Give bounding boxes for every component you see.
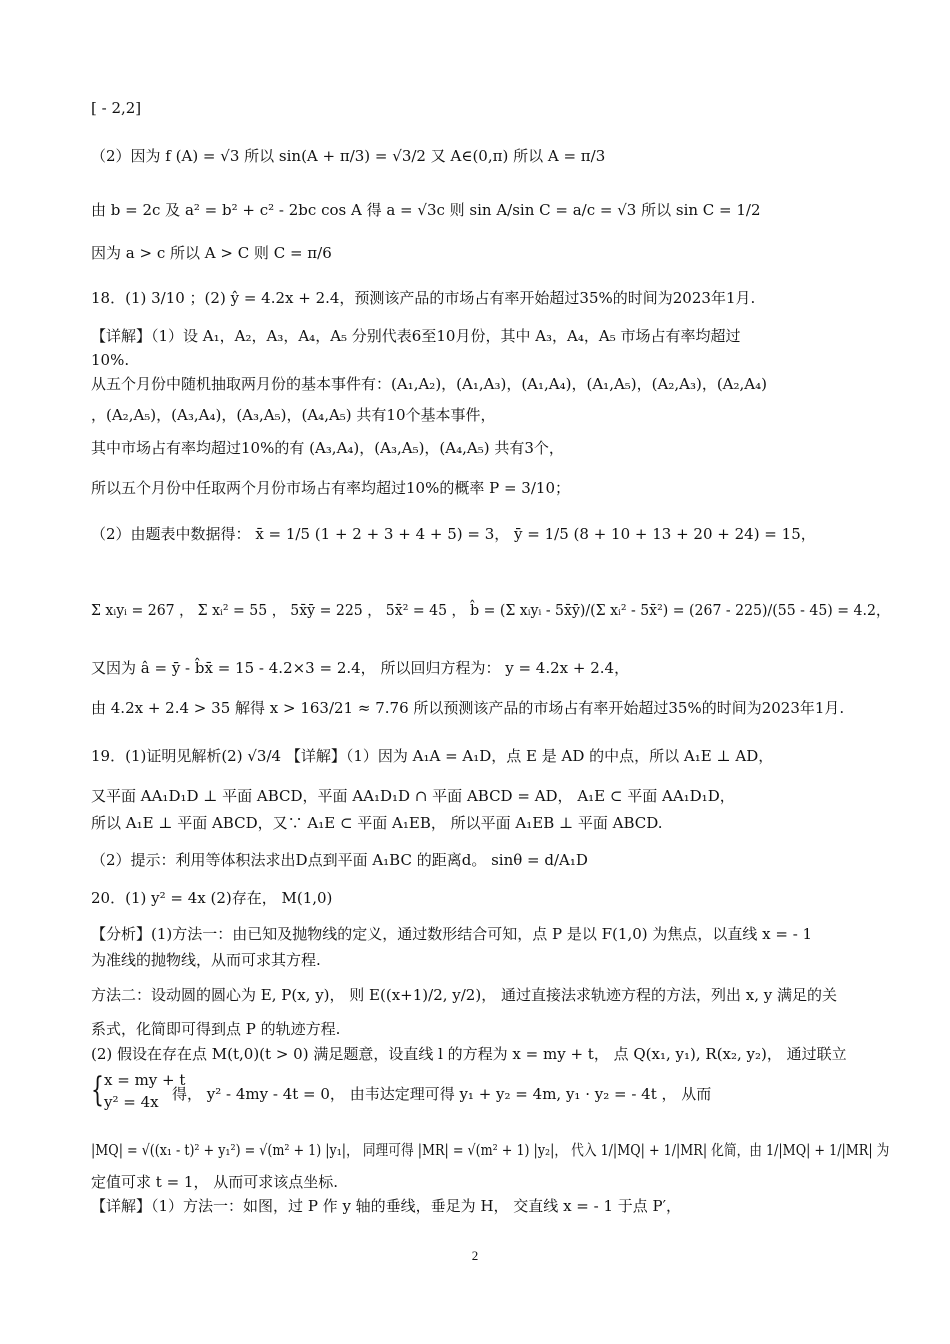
- page-number: 2: [471, 1248, 479, 1263]
- text-line-29: 【详解】（1）方法一：如图，过 P 作 y 轴的垂线，垂足为 H， 交直线 x = - 1 于点 P′，: [91, 1197, 682, 1215]
- system-equation-1: x = my + t: [104, 1071, 186, 1089]
- text-line-26: 得， y² - 4my - 4t = 0， 由韦达定理可得 y₁ + y₂ = 4m, y₁ · y₂ = - 4t ， 从而: [172, 1085, 712, 1103]
- text-line-17: 又平面 AA₁D₁D ⊥ 平面 ABCD，平面 AA₁D₁D ∩ 平面 ABCD = AD， A₁E ⊂ 平面 AA₁D₁D，: [91, 787, 735, 805]
- text-line-25: (2) 假设在存在点 M(t,0)(t > 0) 满足题意，设直线 l 的方程为 x = my + t， 点 Q(x₁, y₁), R(x₂, y₂)， 通过联立: [91, 1045, 847, 1063]
- system-equation-2: y² = 4x: [104, 1093, 159, 1111]
- text-line-11: 所以五个月份中任取两个月份市场占有率均超过10%的概率 P = 3/10；: [91, 479, 570, 497]
- text-line-13: Σ xᵢyᵢ = 267 ， Σ xᵢ² = 55 ， 5x̄ȳ = 225 ， 5x̄² = 45 ， b̂ = (Σ xᵢyᵢ - 5x̄ȳ)/(Σ xᵢ² - 5x̄²) = (267 - 225)/(55 - 45) = 4.2，: [91, 601, 891, 619]
- system-brace: {: [91, 1070, 104, 1110]
- text-line-19: （2）提示：利用等体积法求出D点到平面 A₁BC 的距离d。 sinθ = d/A₁D: [91, 851, 588, 869]
- text-line-8: 从五个月份中随机抽取两月份的基本事件有：(A₁,A₂)，(A₁,A₃)，(A₁,A₄)，(A₁,A₅)，(A₂,A₃)，(A₂,A₄): [91, 375, 767, 393]
- text-line-6: 【详解】（1）设 A₁，A₂，A₃，A₄，A₅ 分别代表6至10月份，其中 A₃，A₄，A₅ 市场占有率均超过: [91, 327, 741, 345]
- text-line-28: 定值可求 t = 1， 从而可求该点坐标.: [91, 1173, 338, 1191]
- text-line-24: 系式，化简即可得到点 P 的轨迹方程.: [91, 1020, 341, 1038]
- text-line-27: |MQ| = √((x₁ - t)² + y₁²) = √(m² + 1) |y₁|， 同理可得 |MR| = √(m² + 1) |y₂|， 代入 1/|MQ| + 1/|MR| 化简，由 1/|MQ| + 1/|MR| 为: [91, 1141, 890, 1159]
- text-line-14: 又因为 â = ȳ - b̂x̄ = 15 - 4.2×3 = 2.4， 所以回归方程为： y = 4.2x + 2.4，: [91, 659, 630, 677]
- text-line-15: 由 4.2x + 2.4 > 35 解得 x > 163/21 ≈ 7.76 所以预测该产品的市场占有率开始超过35%的时间为2023年1月.: [91, 699, 845, 717]
- text-line-20: 20．(1) y² = 4x (2)存在， M(1,0): [91, 889, 333, 907]
- text-line-7: 10%.: [91, 351, 130, 369]
- text-line-2: （2）因为 f (A) = √3 所以 sin(A + π/3) = √3/2 又 A∈(0,π) 所以 A = π/3: [91, 147, 606, 165]
- text-line-22: 为准线的抛物线，从而可求其方程.: [91, 951, 321, 969]
- text-line-3: 由 b = 2c 及 a² = b² + c² - 2bc cos A 得 a = √3c 则 sin A/sin C = a/c = √3 所以 sin C = 1/2: [91, 201, 761, 219]
- text-line-12: （2）由题表中数据得： x̄ = 1/5 (1 + 2 + 3 + 4 + 5) = 3， ȳ = 1/5 (8 + 10 + 13 + 20 + 24) = 15，: [91, 525, 816, 543]
- text-line-9: ，(A₂,A₅)，(A₃,A₄)，(A₃,A₅)，(A₄,A₅) 共有10个基本事件，: [91, 406, 496, 424]
- text-line-23: 方法二：设动圆的圆心为 E, P(x, y)， 则 E((x+1)/2, y/2)， 通过直接法求轨迹方程的方法，列出 x, y 满足的关: [91, 986, 837, 1004]
- text-line-4: 因为 a > c 所以 A > C 则 C = π/6: [91, 244, 332, 262]
- text-line-16: 19．(1)证明见解析(2) √3/4 【详解】（1）因为 A₁A = A₁D，点 E 是 AD 的中点，所以 A₁E ⊥ AD，: [91, 747, 774, 765]
- text-line-18: 所以 A₁E ⊥ 平面 ABCD，又∵ A₁E ⊂ 平面 A₁EB， 所以平面 A₁EB ⊥ 平面 ABCD.: [91, 814, 663, 832]
- text-line-5: 18．(1) 3/10 ；(2) ŷ = 4.2x + 2.4，预测该产品的市场占有率开始超过35%的时间为2023年1月.: [91, 289, 756, 307]
- text-line-21: 【分析】(1)方法一：由已知及抛物线的定义，通过数形结合可知，点 P 是以 F(1,0) 为焦点，以直线 x = - 1: [91, 925, 813, 943]
- text-line-1: [ - 2,2]: [91, 99, 142, 117]
- text-line-10: 其中市场占有率均超过10%的有 (A₃,A₄)，(A₃,A₅)，(A₄,A₅) 共有3个，: [91, 439, 564, 457]
